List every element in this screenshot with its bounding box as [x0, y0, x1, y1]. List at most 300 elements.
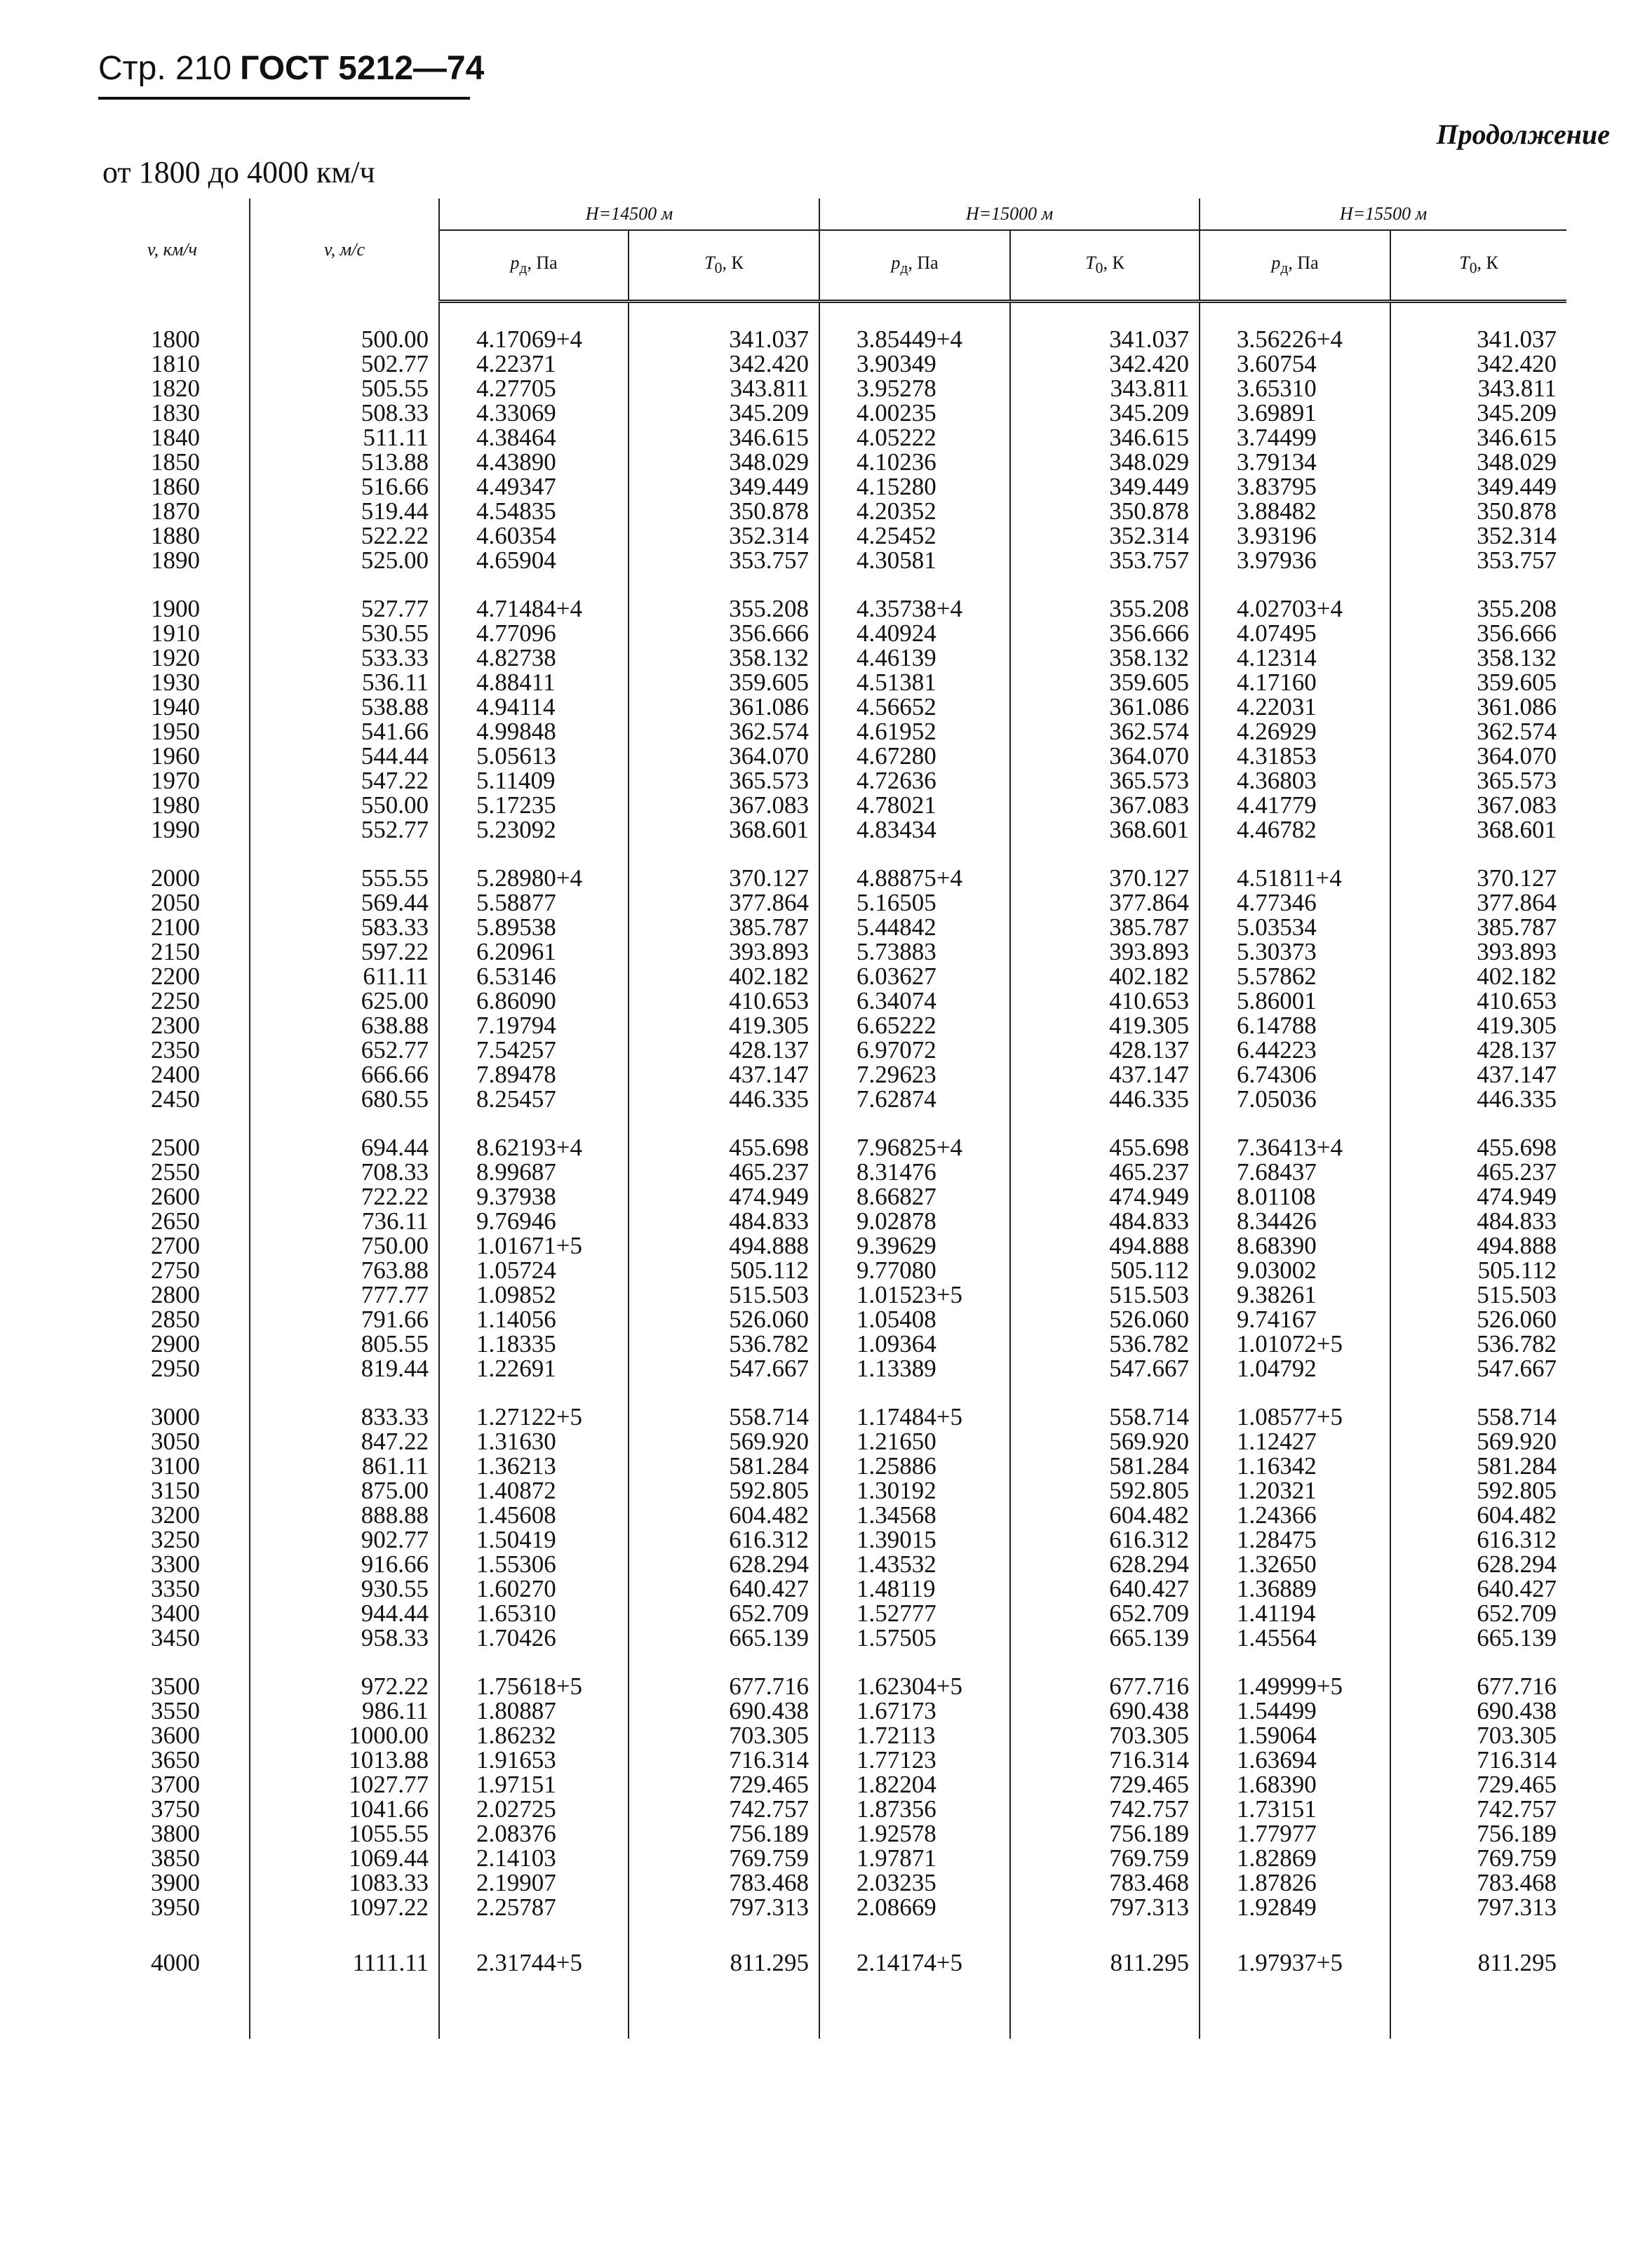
- cell-speed-ms: 583.33: [250, 915, 439, 939]
- cell-pressure: 1.05408: [819, 1307, 1010, 1332]
- cell-temperature: 410.653: [1390, 989, 1566, 1013]
- cell-temperature: 547.667: [1390, 1356, 1566, 1381]
- cell-pressure: 4.72636: [819, 768, 1010, 793]
- cell-temperature: 484.833: [1390, 1209, 1566, 1233]
- table-row: [95, 719, 1566, 744]
- cell-temperature: 365.573: [1010, 768, 1200, 793]
- col-header-temperature: $T_0$, К: [629, 230, 819, 302]
- cell-pressure: 6.97072: [819, 1038, 1010, 1062]
- cell-temperature: 640.427: [629, 1576, 819, 1601]
- cell-pressure: 4.83434: [819, 817, 1010, 842]
- cell-speed-ms: 875.00: [250, 1478, 439, 1503]
- cell-temperature: 742.757: [1390, 1797, 1566, 1821]
- cell-temperature: 345.209: [1010, 401, 1200, 425]
- cell-speed-kmh: 2150: [95, 939, 250, 964]
- cell-speed-ms: 527.77: [250, 596, 439, 621]
- cell-pressure: 9.74167: [1200, 1307, 1390, 1332]
- table-row: [95, 768, 1566, 793]
- cell-pressure: 1.32650: [1200, 1552, 1390, 1576]
- cell-pressure: 1.09364: [819, 1332, 1010, 1356]
- table-row: [95, 939, 1566, 964]
- cell-temperature: 365.573: [1390, 768, 1566, 793]
- cell-pressure: 1.22691: [439, 1356, 629, 1381]
- cell-pressure: 1.97151: [439, 1772, 629, 1797]
- table-row: [95, 1332, 1566, 1356]
- cell-temperature: 364.070: [629, 744, 819, 768]
- cell-temperature: 341.037: [1390, 327, 1566, 351]
- table-row: [95, 1209, 1566, 1233]
- cell-temperature: 742.757: [629, 1797, 819, 1821]
- cell-temperature: 343.811: [1390, 376, 1566, 401]
- cell-speed-ms: 888.88: [250, 1503, 439, 1527]
- cell-temperature: 350.878: [1390, 499, 1566, 523]
- cell-speed-kmh: 3600: [95, 1723, 250, 1748]
- cell-pressure: 1.97937+5: [1200, 1943, 1390, 1983]
- atmosphere-table: [95, 199, 1566, 2039]
- cell-pressure: 5.17235: [439, 793, 629, 817]
- cell-speed-ms: 522.22: [250, 523, 439, 548]
- cell-speed-ms: 505.55: [250, 376, 439, 401]
- cell-speed-ms: 500.00: [250, 327, 439, 351]
- cell-temperature: 690.438: [1010, 1698, 1200, 1723]
- cell-speed-kmh: 3400: [95, 1601, 250, 1626]
- cell-pressure: 8.62193+4: [439, 1135, 629, 1160]
- cell-speed-ms: 1013.88: [250, 1748, 439, 1772]
- table-row: [95, 695, 1566, 719]
- cell-pressure: 1.68390: [1200, 1772, 1390, 1797]
- table-row: [95, 401, 1566, 425]
- cell-pressure: 6.20961: [439, 939, 629, 964]
- group-header-h15500: H=15500 м: [1200, 199, 1566, 230]
- table-row: [95, 1870, 1566, 1895]
- cell-pressure: 5.86001: [1200, 989, 1390, 1013]
- cell-speed-kmh: 2550: [95, 1160, 250, 1184]
- cell-pressure: 1.82869: [1200, 1846, 1390, 1870]
- cell-pressure: 1.25886: [819, 1454, 1010, 1478]
- cell-speed-ms: 552.77: [250, 817, 439, 842]
- cell-temperature: 665.139: [1010, 1626, 1200, 1650]
- cell-pressure: 4.02703+4: [1200, 596, 1390, 621]
- cell-speed-kmh: 2600: [95, 1184, 250, 1209]
- cell-speed-ms: 538.88: [250, 695, 439, 719]
- cell-pressure: 7.05036: [1200, 1087, 1390, 1111]
- cell-temperature: 353.757: [1390, 548, 1566, 572]
- cell-speed-kmh: 2000: [95, 866, 250, 890]
- cell-pressure: 5.30373: [1200, 939, 1390, 964]
- table-row: [95, 1062, 1566, 1087]
- cell-pressure: 1.34568: [819, 1503, 1010, 1527]
- block-spacer: [95, 842, 1566, 866]
- cell-temperature: 677.716: [629, 1674, 819, 1698]
- cell-speed-kmh: 3800: [95, 1821, 250, 1846]
- cell-temperature: 640.427: [1010, 1576, 1200, 1601]
- cell-temperature: 690.438: [629, 1698, 819, 1723]
- cell-pressure: 9.02878: [819, 1209, 1010, 1233]
- cell-speed-kmh: 1820: [95, 376, 250, 401]
- cell-temperature: 703.305: [1010, 1723, 1200, 1748]
- cell-speed-ms: 544.44: [250, 744, 439, 768]
- cell-pressure: 1.52777: [819, 1601, 1010, 1626]
- cell-pressure: 4.46782: [1200, 817, 1390, 842]
- cell-temperature: 494.888: [1390, 1233, 1566, 1258]
- cell-pressure: 8.99687: [439, 1160, 629, 1184]
- cell-pressure: 1.43532: [819, 1552, 1010, 1576]
- cell-pressure: 1.92578: [819, 1821, 1010, 1846]
- cell-temperature: 364.070: [1010, 744, 1200, 768]
- cell-temperature: 569.920: [629, 1429, 819, 1454]
- cell-temperature: 362.574: [1390, 719, 1566, 744]
- cell-temperature: 356.666: [1010, 621, 1200, 645]
- cell-pressure: 4.17069+4: [439, 327, 629, 351]
- cell-pressure: 3.69891: [1200, 401, 1390, 425]
- col-header-pressure: $p_д$, Па: [819, 230, 1010, 302]
- cell-pressure: 1.01671+5: [439, 1233, 629, 1258]
- table-row: [95, 499, 1566, 523]
- col-header-pressure: $p_д$, Па: [439, 230, 629, 302]
- cell-temperature: 494.888: [629, 1233, 819, 1258]
- cell-pressure: 1.87356: [819, 1797, 1010, 1821]
- cell-pressure: 3.79134: [1200, 450, 1390, 474]
- cell-speed-kmh: 1870: [95, 499, 250, 523]
- cell-pressure: 4.30581: [819, 548, 1010, 572]
- col-header-speed-ms: v, м/с: [250, 199, 439, 302]
- cell-temperature: 428.137: [1010, 1038, 1200, 1062]
- cell-speed-kmh: 1970: [95, 768, 250, 793]
- cell-temperature: 359.605: [629, 670, 819, 695]
- cell-pressure: 4.12314: [1200, 645, 1390, 670]
- cell-temperature: 367.083: [629, 793, 819, 817]
- cell-speed-kmh: 1960: [95, 744, 250, 768]
- cell-temperature: 797.313: [1010, 1895, 1200, 1919]
- cell-speed-kmh: 2100: [95, 915, 250, 939]
- cell-pressure: 4.51381: [819, 670, 1010, 695]
- table-row: [95, 1674, 1566, 1698]
- cell-pressure: 1.04792: [1200, 1356, 1390, 1381]
- cell-pressure: 2.08376: [439, 1821, 629, 1846]
- cell-temperature: 474.949: [1390, 1184, 1566, 1209]
- cell-speed-kmh: 1940: [95, 695, 250, 719]
- col-header-speed-kmh: v, км/ч: [95, 199, 250, 302]
- cell-pressure: 6.34074: [819, 989, 1010, 1013]
- cell-pressure: 3.93196: [1200, 523, 1390, 548]
- table-row: [95, 1013, 1566, 1038]
- cell-pressure: 4.27705: [439, 376, 629, 401]
- cell-temperature: 536.782: [1010, 1332, 1200, 1356]
- cell-temperature: 361.086: [1010, 695, 1200, 719]
- cell-pressure: 7.62874: [819, 1087, 1010, 1111]
- cell-speed-kmh: 2250: [95, 989, 250, 1013]
- cell-temperature: 355.208: [1010, 596, 1200, 621]
- table-row: [95, 989, 1566, 1013]
- cell-temperature: 353.757: [629, 548, 819, 572]
- cell-speed-kmh: 3300: [95, 1552, 250, 1576]
- table-row: [95, 866, 1566, 890]
- cell-temperature: 677.716: [1010, 1674, 1200, 1698]
- cell-speed-kmh: 3750: [95, 1797, 250, 1821]
- cell-speed-ms: 666.66: [250, 1062, 439, 1087]
- cell-pressure: 8.34426: [1200, 1209, 1390, 1233]
- cell-speed-ms: 611.11: [250, 964, 439, 989]
- cell-temperature: 393.893: [1390, 939, 1566, 964]
- cell-pressure: 4.99848: [439, 719, 629, 744]
- cell-pressure: 1.01072+5: [1200, 1332, 1390, 1356]
- cell-pressure: 1.08577+5: [1200, 1405, 1390, 1429]
- cell-pressure: 1.97871: [819, 1846, 1010, 1870]
- cell-speed-kmh: 3500: [95, 1674, 250, 1698]
- cell-speed-ms: 638.88: [250, 1013, 439, 1038]
- cell-pressure: 9.39629: [819, 1233, 1010, 1258]
- cell-speed-kmh: 2800: [95, 1282, 250, 1307]
- table-row: [95, 1772, 1566, 1797]
- cell-pressure: 6.74306: [1200, 1062, 1390, 1087]
- cell-temperature: 358.132: [1010, 645, 1200, 670]
- cell-pressure: 1.91653: [439, 1748, 629, 1772]
- cell-temperature: 370.127: [1390, 866, 1566, 890]
- cell-speed-ms: 708.33: [250, 1160, 439, 1184]
- cell-temperature: 505.112: [1010, 1258, 1200, 1282]
- cell-temperature: 505.112: [629, 1258, 819, 1282]
- cell-speed-ms: 930.55: [250, 1576, 439, 1601]
- cell-temperature: 756.189: [1390, 1821, 1566, 1846]
- cell-temperature: 783.468: [1010, 1870, 1200, 1895]
- cell-pressure: 6.65222: [819, 1013, 1010, 1038]
- cell-pressure: 3.95278: [819, 376, 1010, 401]
- cell-pressure: 4.10236: [819, 450, 1010, 474]
- cell-temperature: 355.208: [1390, 596, 1566, 621]
- table-row: [95, 596, 1566, 621]
- cell-pressure: 9.77080: [819, 1258, 1010, 1282]
- cell-speed-ms: 1027.77: [250, 1772, 439, 1797]
- cell-temperature: 362.574: [1010, 719, 1200, 744]
- cell-temperature: 345.209: [629, 401, 819, 425]
- cell-speed-ms: 525.00: [250, 548, 439, 572]
- continuation-label: Продолжение: [1436, 119, 1610, 150]
- cell-pressure: 8.66827: [819, 1184, 1010, 1209]
- col-header-temperature: $T_0$, К: [1010, 230, 1200, 302]
- table-row: [95, 1454, 1566, 1478]
- table-row: [95, 376, 1566, 401]
- cell-temperature: 474.949: [629, 1184, 819, 1209]
- cell-speed-kmh: 2350: [95, 1038, 250, 1062]
- cell-speed-kmh: 1900: [95, 596, 250, 621]
- cell-temperature: 359.605: [1010, 670, 1200, 695]
- cell-temperature: 345.209: [1390, 401, 1566, 425]
- table-row: [95, 890, 1566, 915]
- cell-temperature: 446.335: [1390, 1087, 1566, 1111]
- table-row: [95, 1258, 1566, 1282]
- cell-temperature: 465.237: [629, 1160, 819, 1184]
- cell-speed-kmh: 1830: [95, 401, 250, 425]
- cell-pressure: 1.24366: [1200, 1503, 1390, 1527]
- cell-speed-ms: 986.11: [250, 1698, 439, 1723]
- cell-temperature: 348.029: [1010, 450, 1200, 474]
- cell-temperature: 359.605: [1390, 670, 1566, 695]
- table-row: [95, 1087, 1566, 1111]
- group-header-h14500: H=14500 м: [439, 199, 819, 230]
- cell-pressure: 5.89538: [439, 915, 629, 939]
- cell-speed-ms: 916.66: [250, 1552, 439, 1576]
- cell-temperature: 581.284: [629, 1454, 819, 1478]
- cell-speed-kmh: 2700: [95, 1233, 250, 1258]
- cell-speed-ms: 547.22: [250, 768, 439, 793]
- cell-pressure: 1.54499: [1200, 1698, 1390, 1723]
- table-row: [95, 817, 1566, 842]
- cell-pressure: 4.38464: [439, 425, 629, 450]
- cell-temperature: 677.716: [1390, 1674, 1566, 1698]
- cell-pressure: 3.88482: [1200, 499, 1390, 523]
- cell-pressure: 4.22031: [1200, 695, 1390, 719]
- cell-temperature: 455.698: [1010, 1135, 1200, 1160]
- table-row: [95, 1527, 1566, 1552]
- cell-pressure: 1.18335: [439, 1332, 629, 1356]
- block-spacer: [95, 302, 1566, 328]
- cell-temperature: 352.314: [629, 523, 819, 548]
- cell-temperature: 385.787: [1010, 915, 1200, 939]
- cell-temperature: 349.449: [1010, 474, 1200, 499]
- cell-pressure: 4.07495: [1200, 621, 1390, 645]
- cell-temperature: 526.060: [1390, 1307, 1566, 1332]
- table-row: [95, 670, 1566, 695]
- cell-pressure: 1.05724: [439, 1258, 629, 1282]
- cell-speed-kmh: 2750: [95, 1258, 250, 1282]
- cell-pressure: 4.05222: [819, 425, 1010, 450]
- cell-temperature: 558.714: [1010, 1405, 1200, 1429]
- cell-pressure: 1.63694: [1200, 1748, 1390, 1772]
- cell-speed-kmh: 3100: [95, 1454, 250, 1478]
- cell-pressure: 1.77123: [819, 1748, 1010, 1772]
- cell-speed-ms: 536.11: [250, 670, 439, 695]
- cell-pressure: 1.65310: [439, 1601, 629, 1626]
- cell-speed-kmh: 2400: [95, 1062, 250, 1087]
- cell-temperature: 756.189: [629, 1821, 819, 1846]
- cell-pressure: 4.94114: [439, 695, 629, 719]
- cell-pressure: 2.14103: [439, 1846, 629, 1870]
- cell-temperature: 346.615: [1010, 425, 1200, 450]
- cell-temperature: 474.949: [1010, 1184, 1200, 1209]
- cell-temperature: 547.667: [1010, 1356, 1200, 1381]
- cell-pressure: 4.88411: [439, 670, 629, 695]
- cell-temperature: 370.127: [629, 866, 819, 890]
- cell-pressure: 4.17160: [1200, 670, 1390, 695]
- cell-pressure: 4.88875+4: [819, 866, 1010, 890]
- cell-pressure: 1.36889: [1200, 1576, 1390, 1601]
- table-row: [95, 1748, 1566, 1772]
- cell-pressure: 1.73151: [1200, 1797, 1390, 1821]
- cell-speed-kmh: 3550: [95, 1698, 250, 1723]
- table-row: [95, 1135, 1566, 1160]
- cell-temperature: 592.805: [629, 1478, 819, 1503]
- cell-temperature: 783.468: [629, 1870, 819, 1895]
- cell-temperature: 361.086: [1390, 695, 1566, 719]
- cell-pressure: 1.57505: [819, 1626, 1010, 1650]
- cell-pressure: 1.01523+5: [819, 1282, 1010, 1307]
- group-header-h15000: H=15000 м: [819, 199, 1200, 230]
- cell-temperature: 402.182: [1010, 964, 1200, 989]
- cell-pressure: 7.68437: [1200, 1160, 1390, 1184]
- cell-pressure: 1.13389: [819, 1356, 1010, 1381]
- cell-temperature: 604.482: [1390, 1503, 1566, 1527]
- table-row: [95, 1723, 1566, 1748]
- cell-speed-kmh: 3450: [95, 1626, 250, 1650]
- table-row: [95, 1038, 1566, 1062]
- cell-pressure: 2.25787: [439, 1895, 629, 1919]
- table-row: [95, 1821, 1566, 1846]
- cell-pressure: 9.37938: [439, 1184, 629, 1209]
- cell-temperature: 342.420: [629, 351, 819, 376]
- cell-temperature: 367.083: [1390, 793, 1566, 817]
- cell-temperature: 365.573: [629, 768, 819, 793]
- cell-pressure: 4.61952: [819, 719, 1010, 744]
- page-label: Стр. 210: [98, 50, 232, 87]
- cell-temperature: 377.864: [1010, 890, 1200, 915]
- cell-temperature: 505.112: [1390, 1258, 1566, 1282]
- table-row: [95, 1503, 1566, 1527]
- cell-speed-ms: 1069.44: [250, 1846, 439, 1870]
- cell-speed-ms: 1111.11: [250, 1943, 439, 1983]
- table-row: [95, 1601, 1566, 1626]
- cell-speed-ms: 569.44: [250, 890, 439, 915]
- cell-temperature: 437.147: [1390, 1062, 1566, 1087]
- table-row: [95, 548, 1566, 572]
- cell-speed-ms: 944.44: [250, 1601, 439, 1626]
- block-spacer: [95, 1381, 1566, 1405]
- cell-temperature: 346.615: [629, 425, 819, 450]
- cell-pressure: 8.68390: [1200, 1233, 1390, 1258]
- table-row: [95, 1160, 1566, 1184]
- cell-speed-ms: 819.44: [250, 1356, 439, 1381]
- cell-speed-kmh: 2850: [95, 1307, 250, 1332]
- cell-pressure: 4.35738+4: [819, 596, 1010, 621]
- cell-speed-ms: 777.77: [250, 1282, 439, 1307]
- cell-temperature: 526.060: [629, 1307, 819, 1332]
- cell-speed-kmh: 2500: [95, 1135, 250, 1160]
- table-row: [95, 1698, 1566, 1723]
- cell-pressure: 5.03534: [1200, 915, 1390, 939]
- cell-temperature: 355.208: [629, 596, 819, 621]
- cell-speed-ms: 847.22: [250, 1429, 439, 1454]
- cell-speed-kmh: 3200: [95, 1503, 250, 1527]
- cell-pressure: 1.62304+5: [819, 1674, 1010, 1698]
- cell-temperature: 581.284: [1390, 1454, 1566, 1478]
- cell-temperature: 362.574: [629, 719, 819, 744]
- cell-temperature: 455.698: [1390, 1135, 1566, 1160]
- cell-pressure: 5.57862: [1200, 964, 1390, 989]
- cell-speed-ms: 508.33: [250, 401, 439, 425]
- cell-pressure: 4.46139: [819, 645, 1010, 670]
- cell-speed-ms: 750.00: [250, 1233, 439, 1258]
- cell-pressure: 4.22371: [439, 351, 629, 376]
- cell-pressure: 2.03235: [819, 1870, 1010, 1895]
- cell-temperature: 769.759: [1390, 1846, 1566, 1870]
- cell-temperature: 484.833: [1010, 1209, 1200, 1233]
- cell-temperature: 716.314: [1390, 1748, 1566, 1772]
- cell-pressure: 6.14788: [1200, 1013, 1390, 1038]
- cell-pressure: 4.41779: [1200, 793, 1390, 817]
- cell-speed-kmh: 3000: [95, 1405, 250, 1429]
- table-row: [95, 351, 1566, 376]
- table-row: [95, 1282, 1566, 1307]
- table-row: [95, 1576, 1566, 1601]
- cell-speed-kmh: 3900: [95, 1870, 250, 1895]
- cell-speed-kmh: 2950: [95, 1356, 250, 1381]
- cell-speed-ms: 511.11: [250, 425, 439, 450]
- cell-speed-kmh: 1990: [95, 817, 250, 842]
- cell-pressure: 1.30192: [819, 1478, 1010, 1503]
- cell-temperature: 343.811: [1010, 376, 1200, 401]
- cell-temperature: 558.714: [629, 1405, 819, 1429]
- cell-temperature: 665.139: [1390, 1626, 1566, 1650]
- cell-temperature: 353.757: [1010, 548, 1200, 572]
